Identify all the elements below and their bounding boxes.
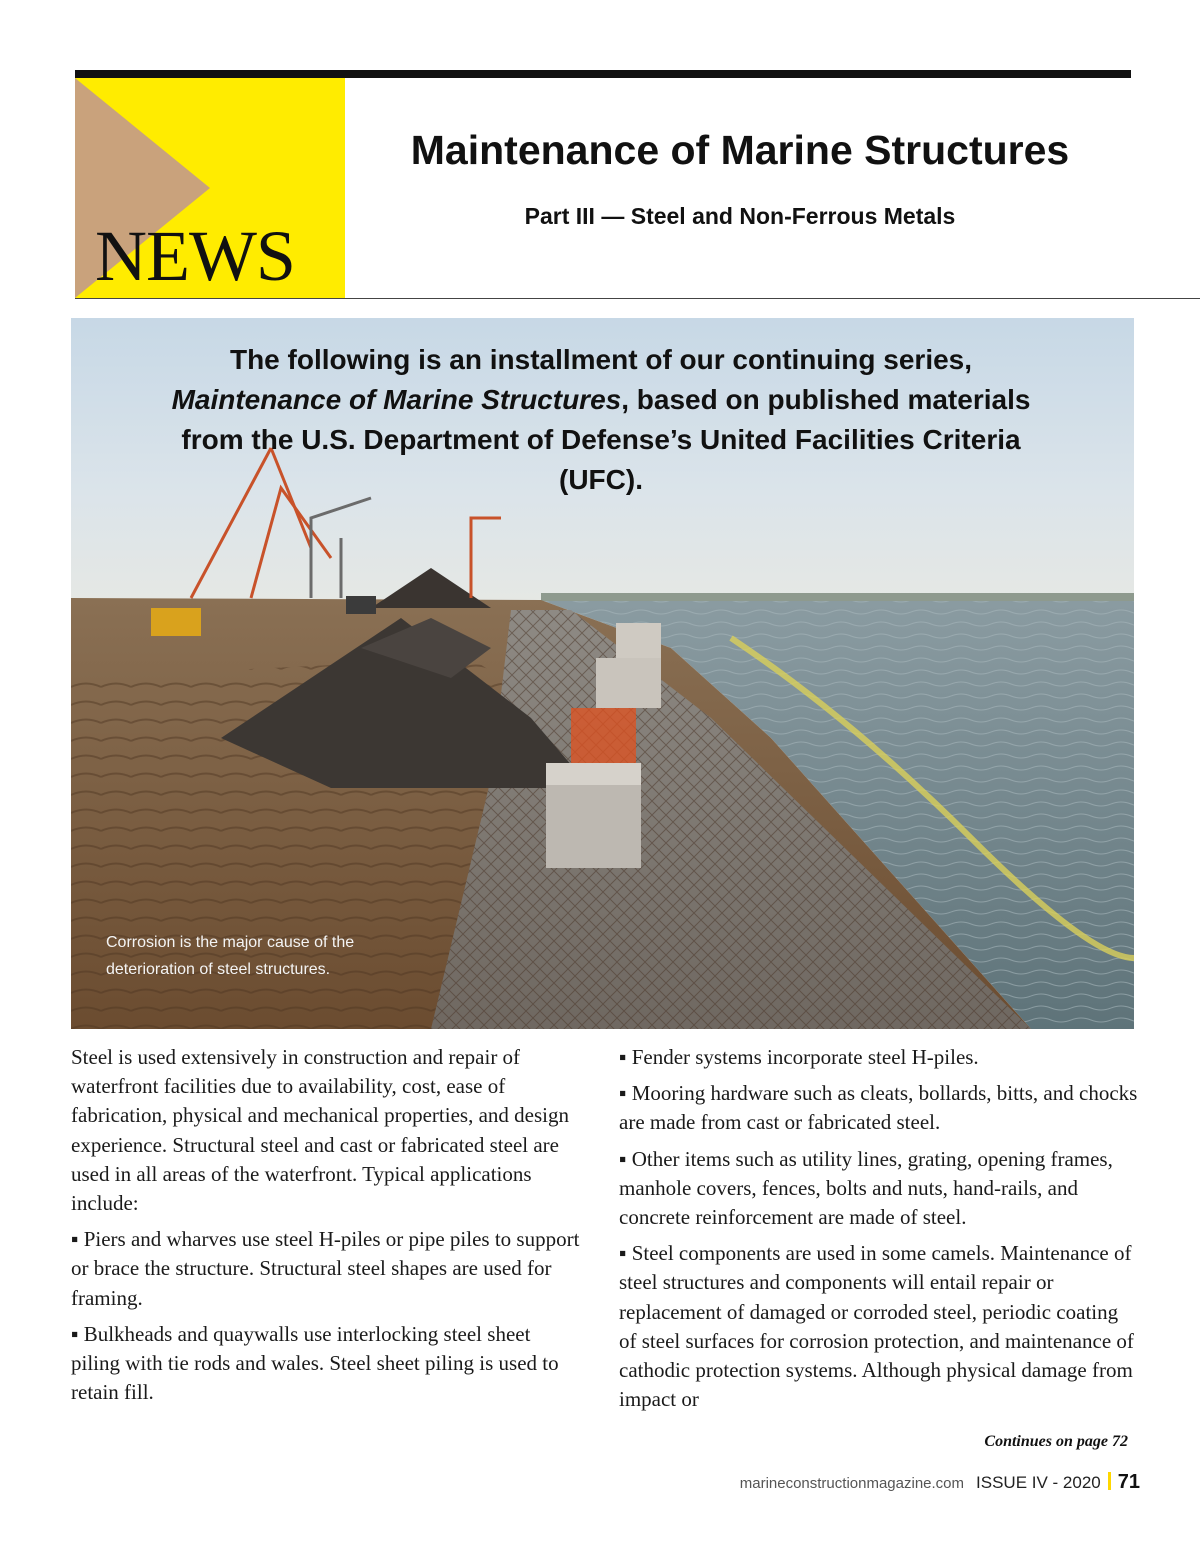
badge-label: NEWS	[95, 216, 295, 296]
top-rule	[75, 70, 1131, 78]
bullet-item: ▪ Steel components are used in some camels. Maintenance of steel structures and components will entail repair or replacement of damaged or corroded steel, periodic coating of steel surfaces for corrosion protection, and maintenance of cathodic protection systems. Although physical damage from impact or	[619, 1241, 1134, 1412]
article-subtitle: Part III — Steel and Non-Ferrous Metals	[524, 203, 956, 229]
photo-caption: Corrosion is the major cause of the deterioration of steel structures.	[106, 934, 355, 978]
bullet-item: ▪ Fender systems incorporate steel H-piles.	[619, 1045, 979, 1069]
intro-tail: , based on published materials from the U.S. Department of Defense’s United Facilities Criteria (UFC).	[181, 384, 1031, 495]
footer-website[interactable]: marineconstructionmagazine.com	[739, 1475, 965, 1492]
bullet-item: ▪ Other items such as utility lines, grating, opening frames, manhole covers, fences, bolts and nuts, hand-rails, and concrete reinforcement are made of steel.	[619, 1146, 1113, 1230]
header-rule	[75, 298, 1200, 299]
body-column-right	[619, 1043, 1139, 1421]
news-badge	[75, 78, 345, 298]
intro-series-title: Maintenance of Marine Structures	[171, 384, 622, 415]
page-footer	[740, 1470, 1140, 1494]
intro-lead: The following is an installment of our continuing series,	[229, 344, 973, 375]
page-number: 71	[1117, 1471, 1140, 1493]
bullet-item: ▪ Bulkheads and quaywalls use interlocking steel sheet piling with tie rods and wales. Steel sheet piling is used to retain fill.	[71, 1321, 559, 1405]
bullet-item: ▪ Mooring hardware such as cleats, bollards, bitts, and chocks are made from cast or fabricated steel.	[619, 1081, 1138, 1135]
bullet-item: ▪ Piers and wharves use steel H-piles or pipe piles to support or brace the structure. Structural steel shapes are used for framing.	[71, 1227, 580, 1310]
intro-text	[161, 340, 1041, 500]
body-paragraph: Steel is used extensively in construction and repair of waterfront facilities due to availability, cost, ease of fabrication, physical and mechanical properties, and design experience. Structural steel and cast or fabricated steel are used in all areas of the waterfront. Typical applications include:	[71, 1045, 569, 1216]
footer-issue: ISSUE IV - 2020	[976, 1473, 1101, 1492]
body-column-left	[71, 1043, 583, 1414]
continues-link[interactable]: Continues on page 72	[984, 1433, 1128, 1450]
construction-photo	[71, 318, 1134, 1029]
article-title: Maintenance of Marine Structures	[410, 127, 1070, 173]
footer-divider	[1108, 1472, 1111, 1490]
